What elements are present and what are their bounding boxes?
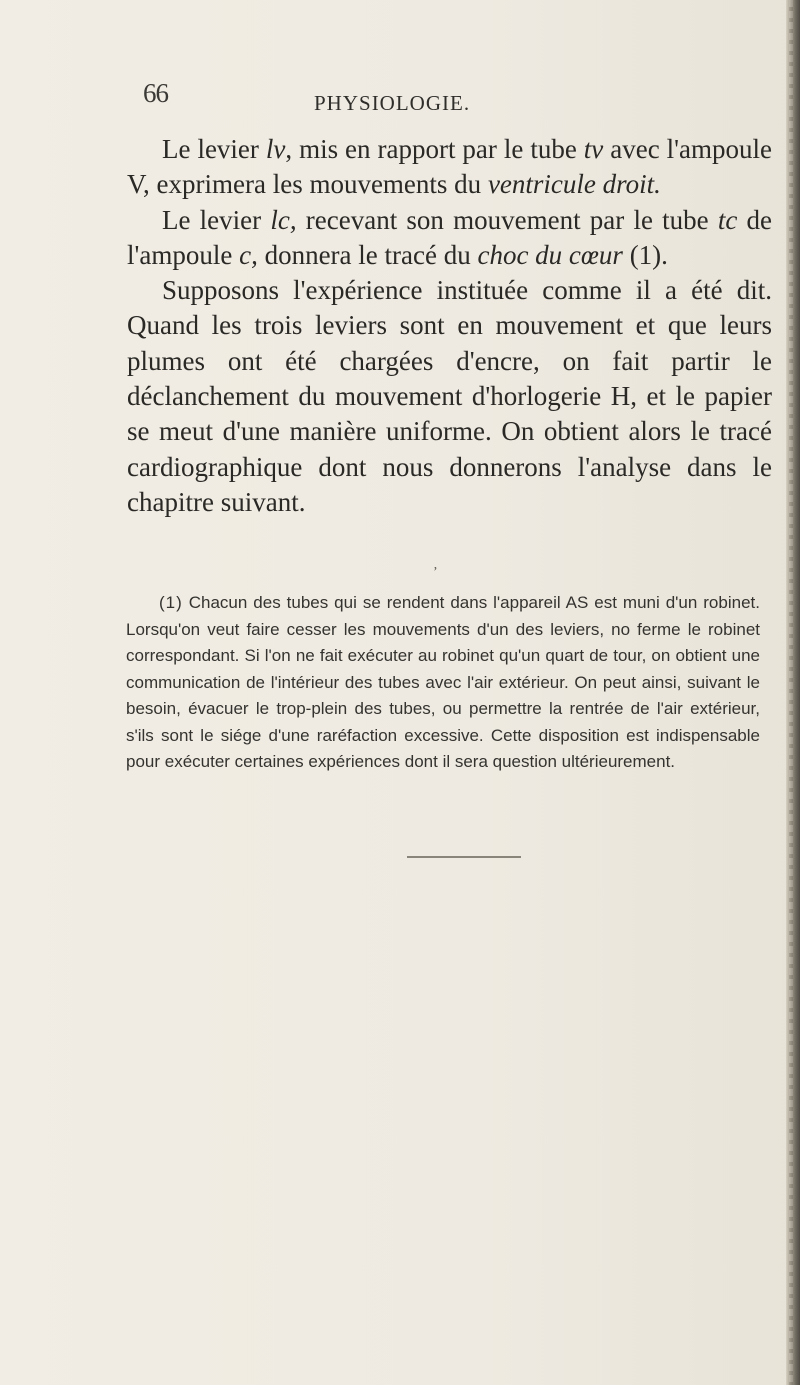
- p2-footnote-ref: (1).: [622, 239, 668, 270]
- p1-text-b: , mis en rapport par le tube: [285, 134, 584, 164]
- footnote-paragraph: [126, 590, 760, 776]
- p1-term-ventricle: ventricule droit.: [487, 169, 661, 200]
- paragraph-3: Supposons l'expérience instituée comme il a été dit. Quand les trois leviers sont en mouvement et que leurs plumes ont été chargées d'encre, on fait partir le déclanchement du mouvement d'horlogerie H, et le papier se meut d'une manière uniforme. On obtient alors le tracé cardiographique dont nous donnerons l'analyse dans le chapitre suivant.: [127, 275, 772, 517]
- p1-lever-lv: lv: [265, 134, 286, 164]
- page-number: 66: [143, 78, 168, 108]
- footnote-marker: (1): [159, 593, 183, 612]
- p2-text-b: recevant son mouvement par le tube: [296, 204, 718, 235]
- p2-text-c: de l'ampoule: [127, 204, 773, 270]
- paragraph-2: [127, 203, 772, 274]
- p1-text-c: avec l'ampoule V, exprimera les mouvements du: [127, 134, 772, 200]
- p1-text-a: Le levier: [162, 134, 266, 164]
- end-rule-divider: [407, 856, 521, 858]
- page-edge-texture: [789, 0, 793, 1385]
- p2-text-a: Le levier: [162, 204, 271, 235]
- footnote: [126, 590, 760, 776]
- p2-text-d: donnera le tracé du: [257, 239, 478, 270]
- running-title: PHYSIOLOGIE.: [314, 91, 471, 115]
- p2-term-choc: choc du cœur: [477, 239, 623, 270]
- p2-ampoule-c: c,: [239, 239, 258, 270]
- p2-lever-lc: lc,: [270, 204, 297, 235]
- ink-speck: ʼ: [433, 565, 438, 580]
- paragraph-1: [127, 132, 772, 203]
- p1-tube-tv: tv: [583, 134, 604, 164]
- footnote-text: Chacun des tubes qui se rendent dans l'appareil AS est muni d'un robinet. Lorsqu'on veut faire cesser les mouvements d'un des leviers, no ferme le robinet correspondant. Si l'on ne fait exécuter au robinet qu'un quart de tour, on obtient une communication de l'intérieur des tubes avec l'air extérieur. On peut ainsi, suivant le besoin, évacuer le trop-plein des tubes, ou permettre la rentrée de l'air extérieur, s'ils sont le siége d'une raréfaction excessive. Cette disposition est indispensable pour exécuter certaines expériences dont il sera question ultérieurement.: [126, 593, 760, 771]
- p2-tube-tc: tc: [717, 204, 738, 235]
- main-text: [127, 132, 772, 520]
